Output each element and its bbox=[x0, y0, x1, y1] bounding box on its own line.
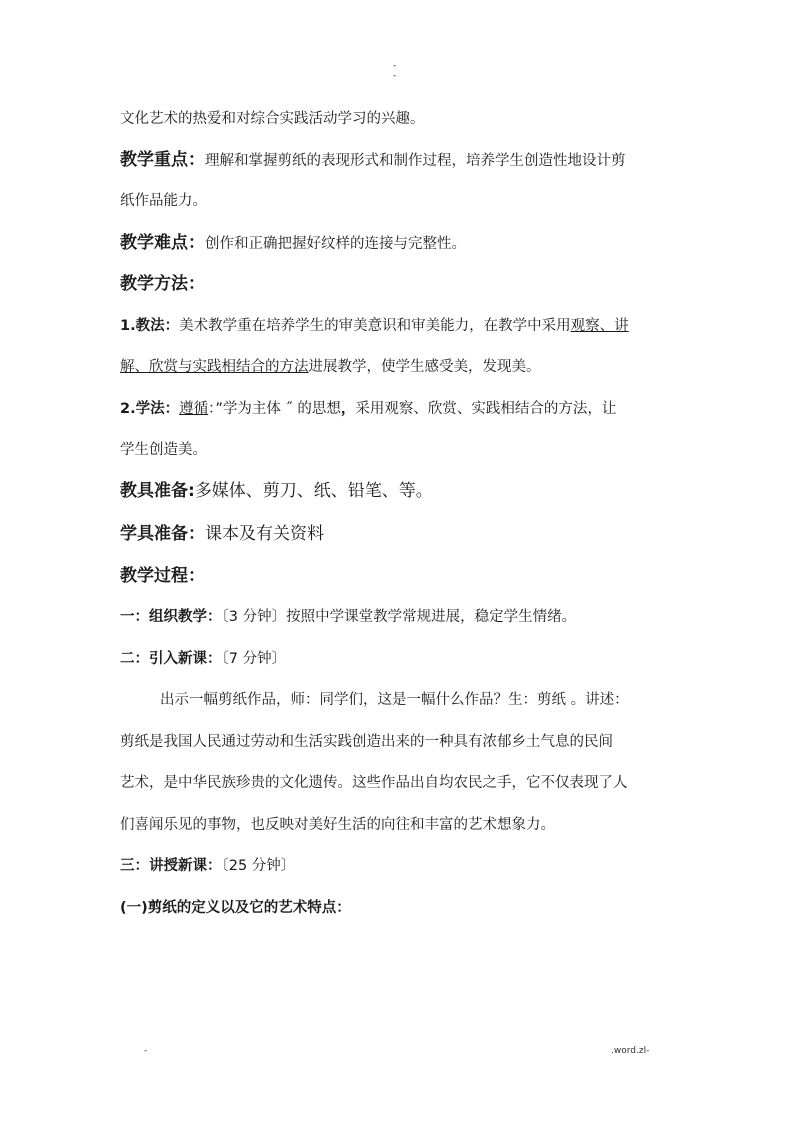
footer-right: .word.zl- bbox=[611, 1046, 650, 1056]
step-3-label: 三：讲授新课： bbox=[120, 858, 222, 874]
step-1-line bbox=[120, 607, 680, 627]
step-3-line bbox=[120, 856, 680, 876]
teaching-tools-label: 教具准备: bbox=[120, 481, 195, 501]
student-tools-text: 课本及有关资料 bbox=[205, 524, 324, 544]
footer-left: - bbox=[144, 1046, 148, 1056]
teaching-process-title: 教学过程： bbox=[120, 566, 205, 586]
method-1-line-2 bbox=[120, 357, 680, 377]
teaching-method-title: 教学方法： bbox=[120, 274, 205, 294]
intro-line: 文化艺术的热爱和对综合实践活动学习的兴趣。 bbox=[120, 111, 425, 127]
step-3-text: 〔25 分钟〕 bbox=[221, 858, 296, 874]
key-points-line-2: 纸作品能力。 bbox=[120, 193, 207, 209]
header-dash-top: - bbox=[393, 61, 397, 71]
subsection-1-title: (一)剪纸的定义以及它的艺术特点： bbox=[120, 900, 351, 916]
difficult-points-label: 教学难点： bbox=[120, 233, 205, 253]
paragraph-line-4: 们喜闻乐见的事物，也反映对美好生活的向往和丰富的艺术想象力。 bbox=[120, 817, 555, 833]
method-1-text-post: 进展教学，使学生感受美，发现美。 bbox=[308, 359, 541, 375]
method-1-label: 1.教法： bbox=[120, 318, 180, 334]
method-2-line-2: 学生创造美。 bbox=[120, 442, 207, 458]
teaching-tools-line bbox=[120, 481, 680, 502]
method-2-text-post: 采用观察、欣赏、实践相结合的方法，让 bbox=[355, 401, 617, 417]
method-1-underline-b: 解、欣赏与实践相结合的方法 bbox=[120, 359, 309, 375]
step-2-line bbox=[120, 649, 680, 669]
method-1-line bbox=[120, 316, 680, 336]
paragraph-line-2: 剪纸是我国人民通过劳动和生活实践创造出来的一种具有浓郁乡土气息的民间 bbox=[120, 734, 613, 750]
header-dash-bottom: - bbox=[393, 71, 397, 81]
student-tools-line bbox=[120, 524, 680, 545]
method-1-text: 美术教学重在培养学生的审美意识和审美能力，在教学中采用 bbox=[179, 318, 571, 334]
step-1-label: 一：组织教学： bbox=[120, 609, 222, 625]
method-2-line bbox=[120, 399, 680, 419]
difficult-points-text: 创作和正确把握好纹样的连接与完整性。 bbox=[205, 236, 466, 252]
key-points-label: 教学重点： bbox=[120, 150, 205, 170]
step-2-text: 〔7 分钟〕 bbox=[221, 651, 287, 667]
method-2-label: 2.学法： bbox=[120, 401, 180, 417]
method-2-text-mid: ：”学为主体 ˝ 的思想 bbox=[208, 401, 341, 417]
method-2-comma: ， bbox=[340, 401, 356, 417]
paragraph-line-3: 艺术，是中华民族珍贵的文化遗传。这些作品出自均农民之手，它不仅表现了人 bbox=[120, 775, 628, 791]
student-tools-label: 学具准备： bbox=[120, 524, 205, 544]
key-points-text: 理解和掌握剪纸的表现形式和制作过程，培养学生创造性地设计剪 bbox=[205, 153, 626, 169]
method-2-underline: 遵循 bbox=[179, 401, 209, 417]
step-1-text: 〔3 分钟〕按照中学课堂教学常规进展，稳定学生情绪。 bbox=[221, 609, 577, 625]
difficult-points-line bbox=[120, 233, 680, 254]
teaching-tools-text: 多媒体、剪刀、纸、铅笔、等。 bbox=[194, 481, 433, 501]
paragraph-line-1: 出示一幅剪纸作品，师：同学们，这是一幅什么作品？生：剪纸 。讲述： bbox=[160, 692, 629, 708]
key-points-line bbox=[120, 150, 680, 171]
method-1-underline-a: 观察、讲 bbox=[570, 318, 629, 334]
step-2-label: 二：引入新课： bbox=[120, 651, 222, 667]
